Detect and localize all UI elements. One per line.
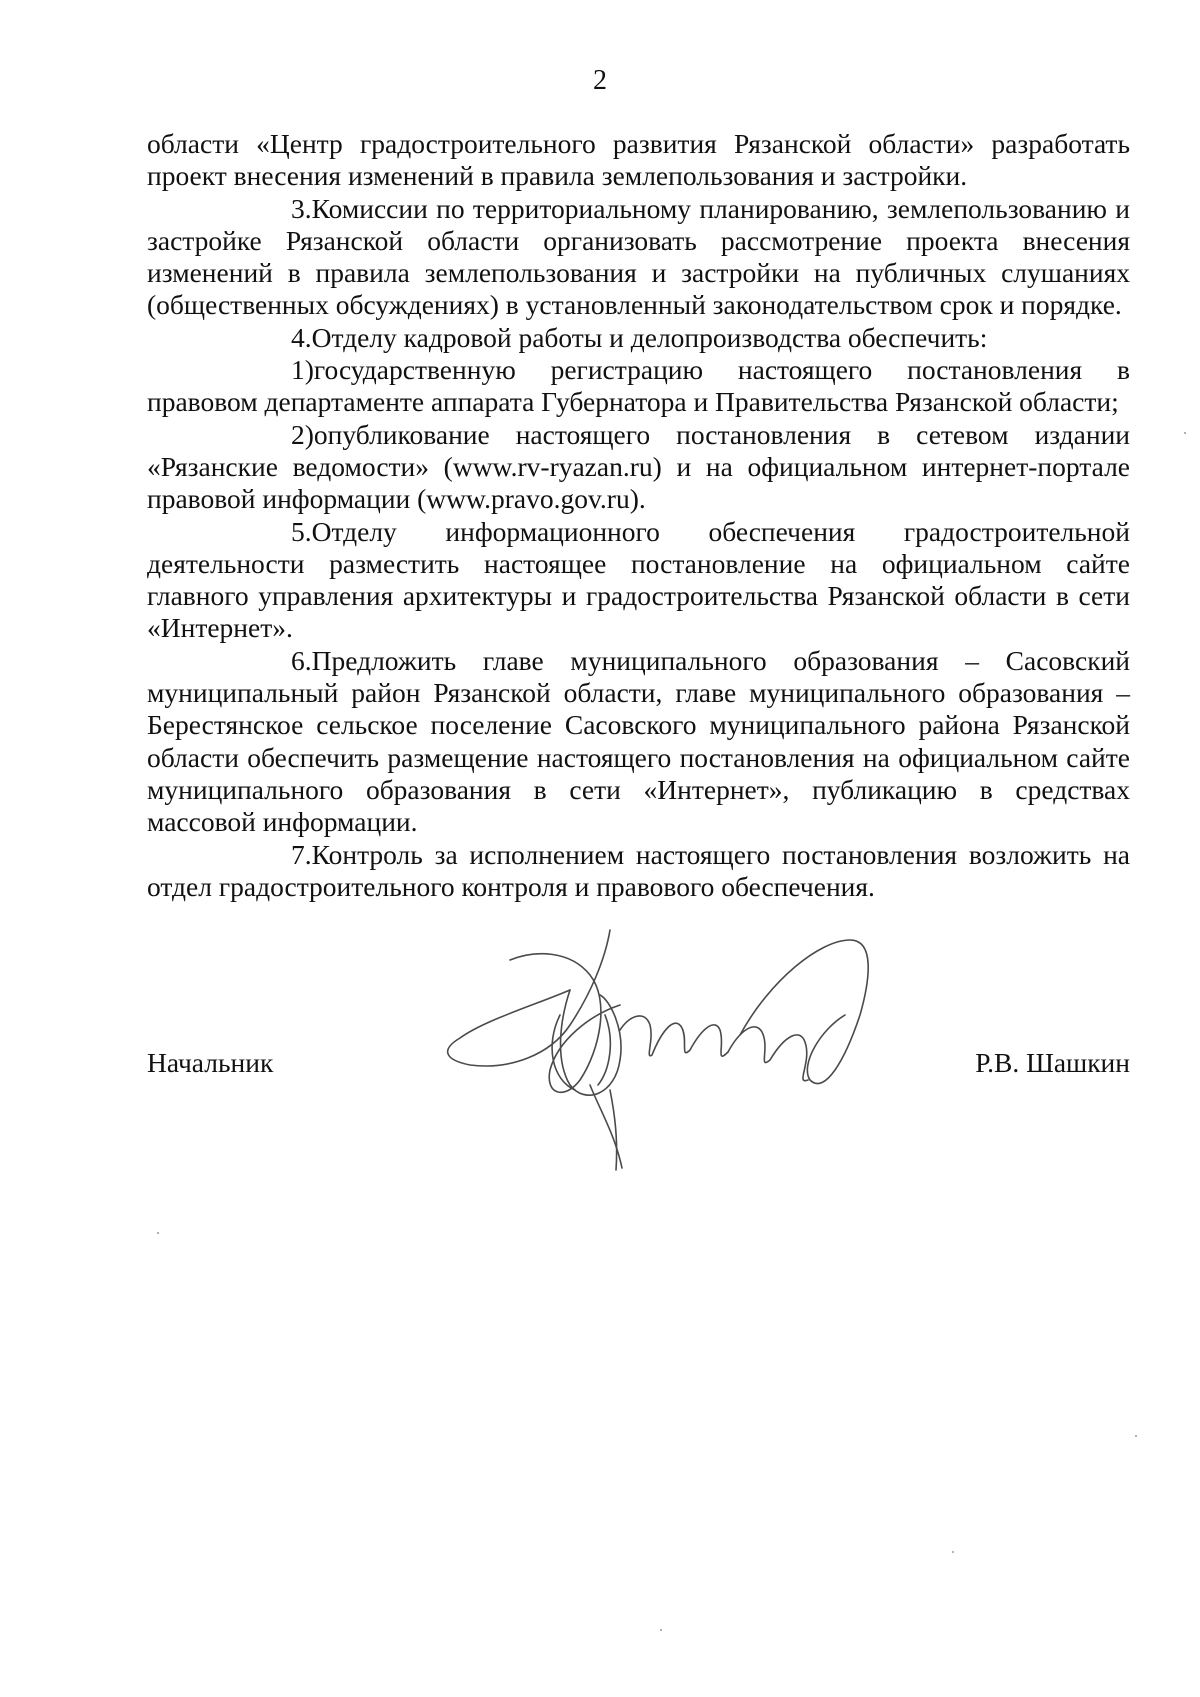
item-number: 2) xyxy=(291,418,314,450)
signatory-title: Начальник xyxy=(147,1047,274,1078)
item-text: Отделу информационного обеспечения градостроительной деятельности разместить настоящее постановление на официальном сайте главного управления архитектуры и градостроительства Рязанской области в сети «Интернет». xyxy=(147,515,1130,644)
paragraph-item-5 xyxy=(147,516,1130,645)
item-number: 5. xyxy=(291,515,312,547)
paragraph-subitem-1 xyxy=(147,354,1130,419)
paragraph-subitem-2 xyxy=(147,419,1130,516)
page-number: 2 xyxy=(593,65,607,96)
item-number: 3. xyxy=(291,192,312,224)
paragraph-item-3 xyxy=(147,193,1130,322)
scan-speck xyxy=(1135,1435,1137,1437)
item-text: Отделу кадровой работы и делопроизводства обеспечить: xyxy=(311,321,988,353)
item-number: 7. xyxy=(291,838,312,870)
paragraph-item-4 xyxy=(147,322,1130,354)
paragraph-item-7 xyxy=(147,839,1130,904)
item-text: государственную регистрацию настоящего постановления в правовом департаменте аппарата Губернатора и Правительства Рязанской области; xyxy=(147,354,1130,418)
paragraph-continuation: области «Центр градостроительного развития Рязанской области» разработать проект внесения изменений в правила землепользования и застройки. xyxy=(147,128,1130,192)
scan-speck xyxy=(660,1629,662,1631)
item-text: опубликование настоящего постановления в сетевом издании «Рязанские ведомости» (www.rv-ryazan.ru) и на официальном интернет-портале правовой информации (www.pravo.gov.ru). xyxy=(147,418,1130,515)
item-number: 4. xyxy=(291,321,312,353)
item-text: Контроль за исполнением настоящего постановления возложить на отдел градостроительного контроля и правового обеспечения. xyxy=(147,838,1130,902)
scan-speck xyxy=(157,1232,159,1234)
document-body xyxy=(147,128,1130,903)
scan-speck xyxy=(1184,432,1186,434)
item-text: Комиссии по территориальному планированию, землепользованию и застройке Рязанской области организовать рассмотрение проекта внесения изменений в правила землепользования и застройки на публичных слушаниях (общественных обсуждениях) в установленный законодательством срок и порядке. xyxy=(147,192,1130,321)
item-number: 1) xyxy=(291,354,314,386)
signatory-name: Р.В. Шашкин xyxy=(975,1047,1130,1078)
handwritten-signature xyxy=(440,920,920,1180)
item-number: 6. xyxy=(291,644,312,676)
item-text: Предложить главе муниципального образования – Сасовский муниципальный район Рязанской области, главе муниципального образования – Берестянское сельское поселение Сасовского муниципального района Рязанской области обеспечить размещение настоящего постановления на официальном сайте муниципального образования в сети «Интернет», публикацию в средствах массовой информации. xyxy=(147,644,1130,838)
paragraph-item-6 xyxy=(147,645,1130,839)
scan-speck xyxy=(952,1551,954,1553)
